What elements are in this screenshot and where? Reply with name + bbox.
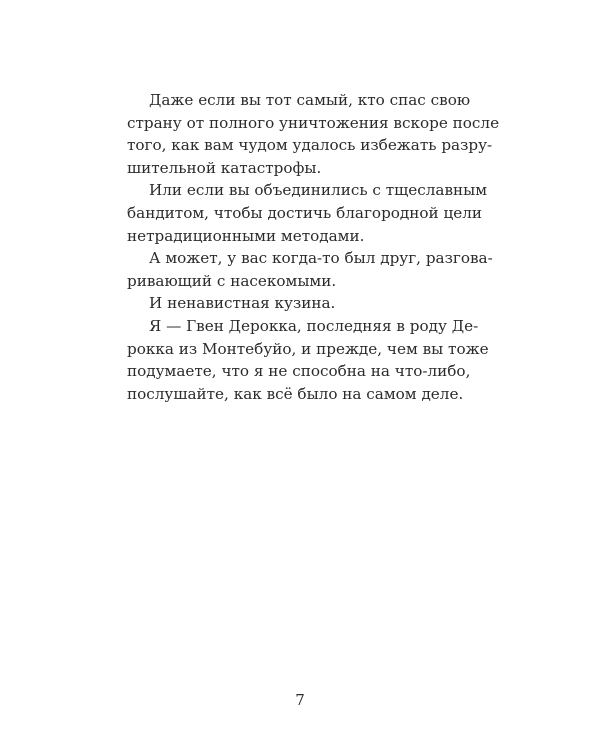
text-line: нетрадиционными методами. — [127, 226, 365, 245]
text-line: шительной катастрофы. — [127, 158, 322, 177]
text-line: ривающий с насекомыми. — [127, 271, 337, 290]
text-line: рокка из Монтебуйо, и прежде, чем вы тоже — [127, 339, 489, 358]
paragraph-3 — [127, 247, 493, 292]
text-line: подумаете, что я не способна на что-либо, — [127, 362, 471, 381]
paragraph-2 — [127, 179, 488, 247]
text-line: Даже если вы тот самый, кто спас свою — [149, 91, 471, 109]
paragraph-1 — [127, 89, 500, 179]
text-line: Или если вы объединились с тщеславным — [149, 181, 488, 200]
text-line: послушайте, как всё было на самом деле. — [127, 384, 464, 403]
text-line: А может, у вас когда-то был друг, разгова- — [149, 249, 493, 268]
body-text — [127, 89, 500, 405]
text-line: страну от полного уничтожения вскоре после — [127, 113, 500, 132]
page-number: 7 — [295, 691, 305, 709]
paragraph-4 — [127, 292, 457, 315]
paragraph-5 — [127, 315, 489, 405]
text-line: Я — Гвен Дерокка, последняя в роду Де- — [149, 316, 479, 335]
text-line: И ненавистная кузина. — [149, 294, 336, 313]
text-line: того, как вам чудом удалось избежать разру- — [127, 136, 493, 155]
text-line: бандитом, чтобы достичь благородной цели — [127, 203, 483, 222]
